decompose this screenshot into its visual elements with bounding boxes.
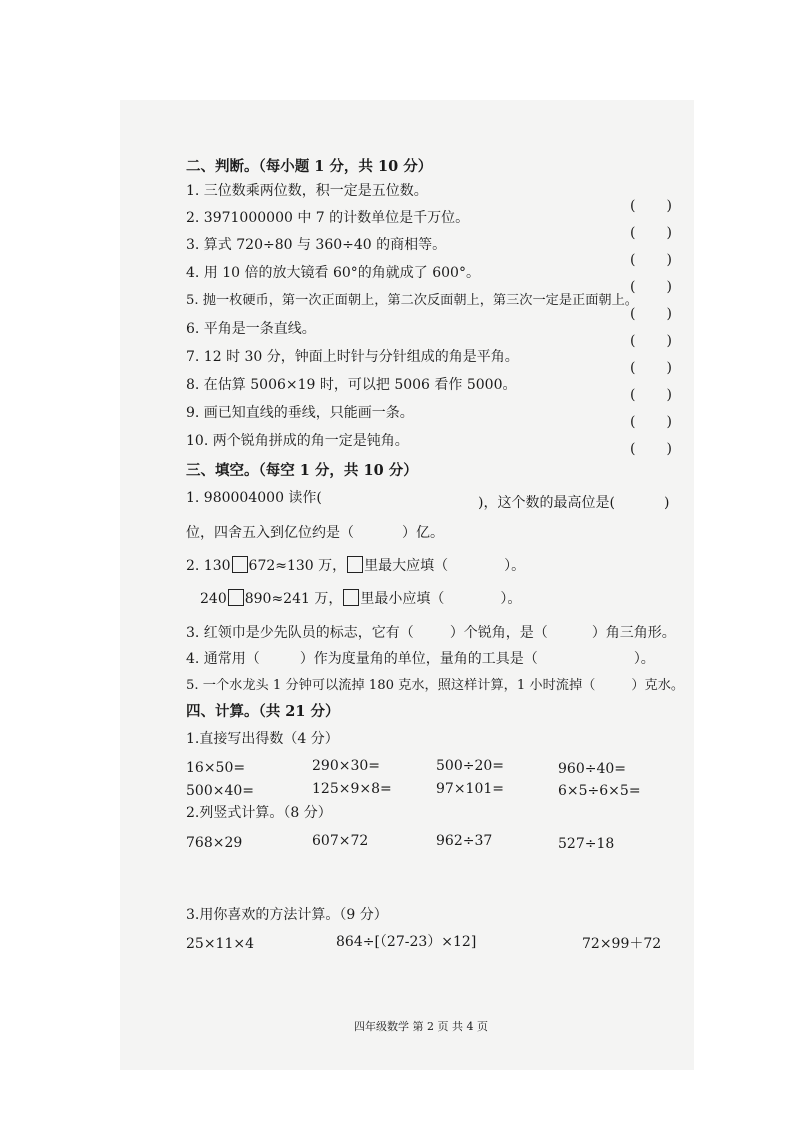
direct-calc-5: 500×40= — [186, 783, 254, 799]
digit-box[interactable] — [232, 556, 248, 573]
method-calc-3: 72×99＋72 — [582, 936, 662, 952]
fill-q1-part-a: 1. 980004000 读作( — [186, 490, 322, 506]
judge-item-1: 1. 三位数乘两位数，积一定是五位数。 — [186, 183, 428, 199]
vertical-calc-3: 962÷37 — [436, 833, 493, 849]
vertical-calc-4: 527÷18 — [558, 836, 615, 852]
answer-blank-2[interactable]: ( ) — [630, 225, 672, 241]
judge-item-8: 8. 在估算 5006×19 时，可以把 5006 看作 5000。 — [186, 377, 517, 393]
fill-q1-part-c: ) — [664, 495, 670, 511]
judge-item-9: 9. 画已知直线的垂线，只能画一条。 — [186, 405, 414, 421]
vertical-calc-2: 607×72 — [312, 833, 369, 849]
answer-blank-5[interactable]: ( ) — [630, 306, 672, 322]
direct-calc-8: 6×5÷6×5= — [558, 783, 641, 799]
calc-sub2-title: 2.列竖式计算。（8 分） — [186, 805, 332, 821]
direct-calc-6: 125×9×8= — [312, 781, 392, 797]
digit-box — [343, 589, 359, 606]
fill-q4: 4. 通常用（ ）作为度量角的单位，量角的工具是（ ）。 — [186, 651, 655, 667]
direct-calc-1: 16×50= — [186, 760, 246, 776]
digit-box — [347, 556, 363, 573]
judge-item-5: 5. 抛一枚硬币，第一次正面朝上，第二次反面朝上，第三次一定是正面朝上。 — [186, 293, 638, 308]
judge-item-10: 10. 两个锐角拼成的角一定是钝角。 — [186, 433, 409, 449]
page-footer: 四年级数学 第 2 页 共 4 页 — [354, 1020, 488, 1033]
answer-blank-10[interactable]: ( ) — [630, 441, 672, 457]
answer-blank-7[interactable]: ( ) — [630, 360, 672, 376]
calc-sub1-title: 1.直接写出得数（4 分） — [186, 731, 339, 747]
vertical-calc-1: 768×29 — [186, 835, 243, 851]
direct-calc-3: 500÷20= — [436, 758, 504, 774]
method-calc-2: 864÷[（27-23）×12] — [336, 934, 477, 950]
fill-q2-line1: 2. 130 672≈130 万， 里最大应填（ ）。 — [186, 558, 526, 574]
answer-blank-9[interactable]: ( ) — [630, 414, 672, 430]
judge-item-3: 3. 算式 720÷80 与 360÷40 的商相等。 — [186, 237, 447, 253]
answer-blank-1[interactable]: ( ) — [630, 198, 672, 214]
section-3-heading: 三、填空。（每空 1 分，共 10 分） — [186, 462, 418, 479]
direct-calc-4: 960÷40= — [558, 761, 626, 777]
section-4-heading: 四、计算。（共 21 分） — [186, 703, 340, 720]
direct-calc-2: 290×30= — [312, 758, 380, 774]
digit-box[interactable] — [228, 589, 244, 606]
fill-q5: 5. 一个水龙头 1 分钟可以流掉 180 克水，照这样计算，1 小时流掉（ ）克水。 — [186, 678, 685, 693]
answer-blank-8[interactable]: ( ) — [630, 387, 672, 403]
section-2-heading: 二、判断。（每小题 1 分，共 10 分） — [186, 158, 433, 175]
answer-blank-4[interactable]: ( ) — [630, 279, 672, 295]
fill-q1-line2-b: ）亿。 — [402, 525, 444, 541]
fill-q1-line2-a: 位，四舍五入到亿位约是（ — [186, 525, 354, 541]
fill-q2-line2: 240 890≈241 万， 里最小应填（ ）。 — [200, 591, 522, 607]
fill-q3: 3. 红领巾是少先队员的标志，它有（ ）个锐角，是（ ）角三角形。 — [186, 625, 676, 641]
answer-blank-3[interactable]: ( ) — [630, 252, 672, 268]
judge-item-2: 2. 3971000000 中 7 的计数单位是千万位。 — [186, 210, 470, 226]
calc-sub3-title: 3.用你喜欢的方法计算。（9 分） — [186, 907, 388, 923]
judge-item-6: 6. 平角是一条直线。 — [186, 321, 316, 337]
judge-item-7: 7. 12 时 30 分，钟面上时针与分针组成的角是平角。 — [186, 349, 519, 365]
judge-item-4: 4. 用 10 倍的放大镜看 60°的角就成了 600°。 — [186, 265, 480, 281]
fill-q1-part-b: )，这个数的最高位是( — [478, 495, 615, 511]
method-calc-1: 25×11×4 — [186, 936, 254, 952]
answer-blank-6[interactable]: ( ) — [630, 333, 672, 349]
direct-calc-7: 97×101= — [436, 781, 504, 797]
